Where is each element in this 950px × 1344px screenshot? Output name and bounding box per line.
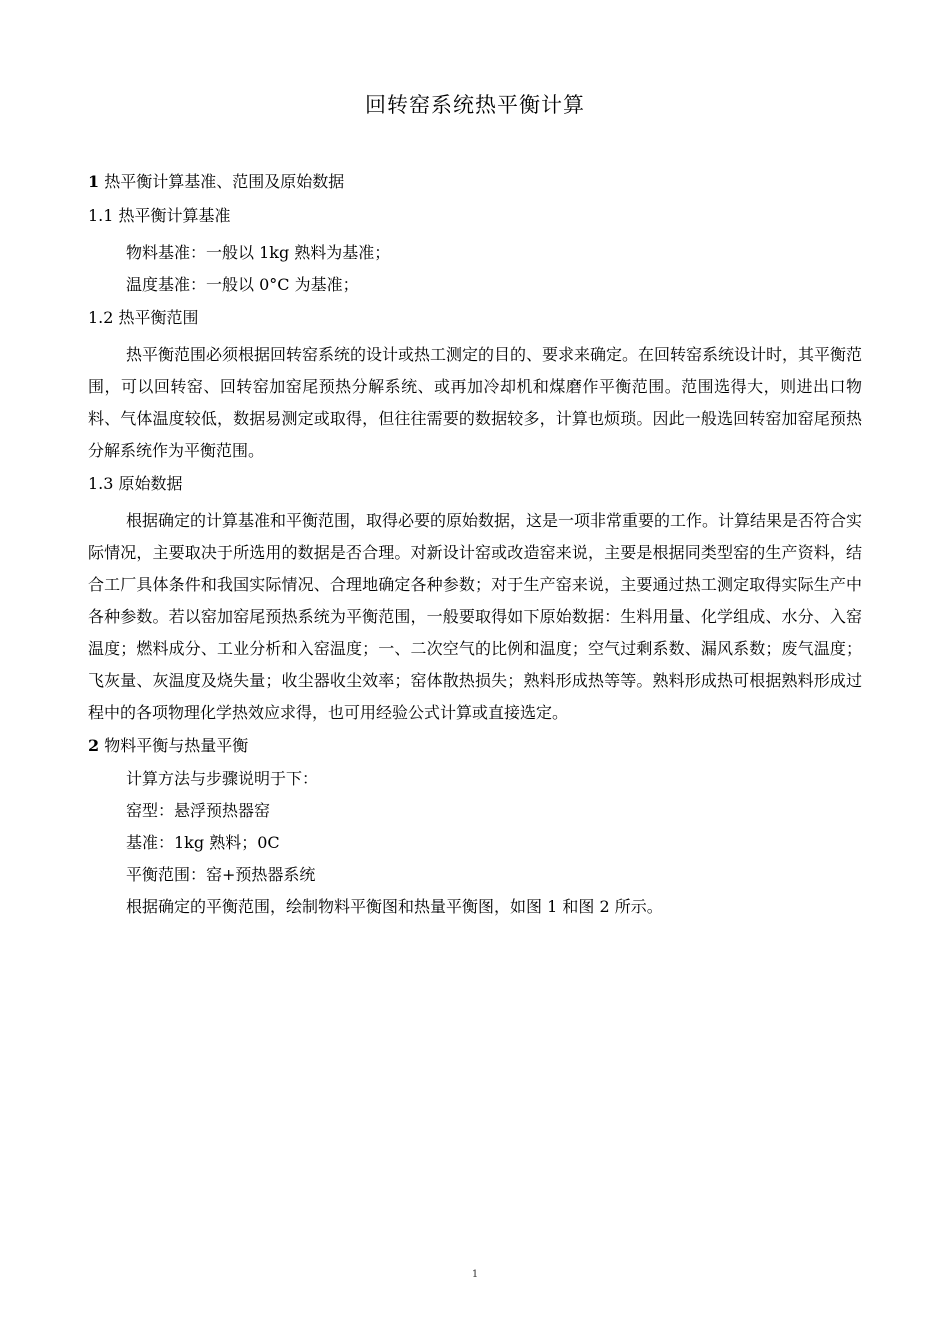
section-1-2-heading: 1.2 热平衡范围 (88, 308, 199, 327)
document-body (88, 165, 862, 923)
page-number: 1 (471, 1269, 479, 1280)
method-intro-line: 计算方法与步骤说明于下： (126, 769, 319, 788)
section-2-heading (88, 729, 862, 763)
section-1-1-heading: 1.1 热平衡计算基准 (88, 206, 231, 225)
section-1-title: 热平衡计算基准、范围及原始数据 (104, 172, 345, 191)
section-1-3-heading: 1.3 原始数据 (88, 474, 183, 493)
section-1-3-paragraph: 根据确定的计算基准和平衡范围，取得必要的原始数据，这是一项非常重要的工作。计算结果是否符合实际情况，主要取决于所选用的数据是否合理。对新设计窑或改造窑来说，主要是根据同类型窑的生产资料，结合工厂具体条件和我国实际情况、合理地确定各种参数；对于生产窑来说，主要通过热工测定取得实际生产中各种参数。若以窑加窑尾预热系统为平衡范围，一般要取得如下原始数据：生料用量、化学组成、水分、入窑温度；燃料成分、工业分析和入窑温度；一、二次空气的比例和温度；空气过剩系数、漏风系数；废气温度；飞灰量、灰温度及烧失量；收尘器收尘效率；窑体散热损失；熟料形成热等等。熟料形成热可根据熟料形成过程中的各项物理化学热效应求得，也可用经验公式计算或直接选定。 (88, 511, 863, 722)
temperature-basis-line: 温度基准：一般以 0°C 为基准； (126, 275, 359, 294)
material-basis-line: 物料基准：一般以 1kg 熟料为基准； (126, 243, 391, 262)
section-2-number: 2 (88, 736, 100, 755)
section-1-number: 1 (88, 172, 100, 191)
section-1-2-paragraph: 热平衡范围必须根据回转窑系统的设计或热工测定的目的、要求来确定。在回转窑系统设计时，其平衡范围，可以回转窑、回转窑加窑尾预热分解系统、或再加冷却机和煤磨作平衡范围。范围选得大，则进出口物料、气体温度较低，数据易测定或取得，但往往需要的数据较多，计算也烦琐。因此一般选回转窑加窑尾预热分解系统作为平衡范围。 (88, 345, 863, 460)
document-title: 回转窑系统热平衡计算 (365, 93, 585, 117)
basis-line: 基准：1kg 熟料；0C (126, 833, 280, 852)
section-2-title: 物料平衡与热量平衡 (104, 736, 249, 755)
section-1-heading (88, 165, 862, 199)
balance-scope-line: 平衡范围：窑+预热器系统 (126, 865, 316, 884)
kiln-type-line: 窑型：悬浮预热器窑 (126, 801, 271, 820)
figure-reference-line: 根据确定的平衡范围，绘制物料平衡图和热量平衡图，如图 1 和图 2 所示。 (126, 897, 663, 916)
